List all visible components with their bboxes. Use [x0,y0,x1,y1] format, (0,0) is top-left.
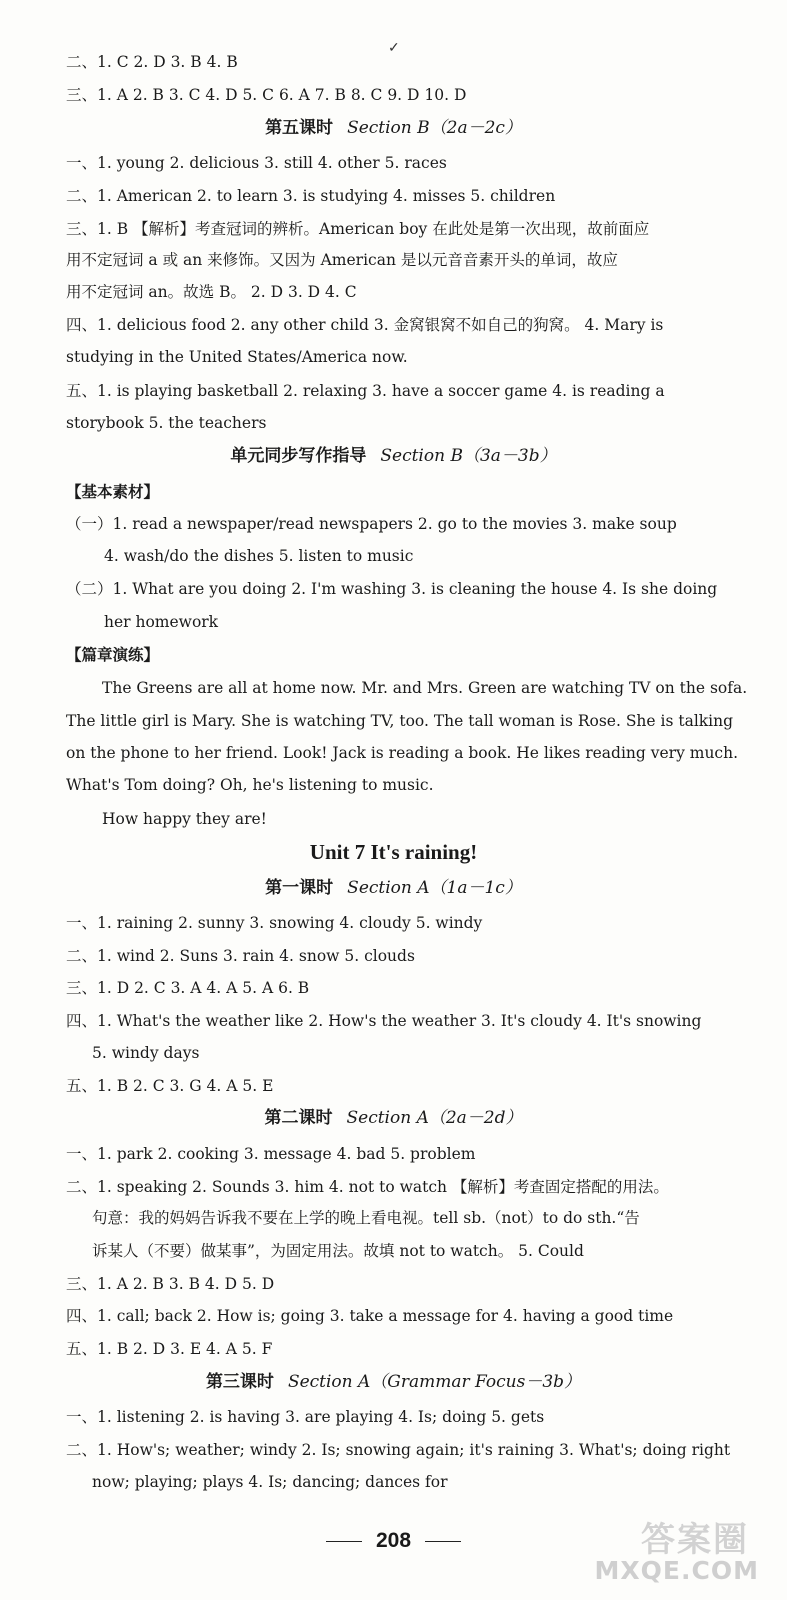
answer-line: 四、1. call; back 2. How is; going 3. take a message for 4. having a good time [66,1307,674,1325]
answer-line: 一、1. park 2. cooking 3. message 4. bad 5. problem [66,1145,476,1163]
answer-line: 一、1. young 2. delicious 3. still 4. other 5. races [66,154,447,172]
watermark [567,1512,767,1592]
answer-line: （二）1. What are you doing 2. I'm washing 3. is cleaning the house 4. Is she doing [66,580,718,598]
answer-line: 二、1. C 2. D 3. B 4. B [66,53,238,71]
lesson-heading: 第三课时 Section A（Grammar Focus－3b） [205,1372,582,1392]
answer-line: 用不定冠词 a 或 an 来修饰。又因为 American 是以元音音素开头的单词，故应 [66,251,618,269]
answer-line: 三、1. D 2. C 3. A 4. A 5. A 6. B [66,979,310,997]
passage-line: How happy they are! [102,810,267,828]
answer-line: 五、1. is playing basketball 2. relaxing 3. have a soccer game 4. is reading a [66,382,665,400]
answer-line: 一、1. raining 2. sunny 3. snowing 4. cloudy 5. windy [66,914,483,932]
answer-line: 三、1. B 【解析】考查冠词的辨析。American boy 在此处是第一次出现，故前面应 [66,220,650,238]
watermark-logo: 答案圈 [641,1520,749,1560]
passage-line: on the phone to her friend. Look! Jack is reading a book. He likes reading very much. [66,744,739,762]
answer-line: 诉某人（不要）做某事”，为固定用法。故填 not to watch。 5. Could [92,1242,584,1260]
subsection-label: 【篇章演练】 [66,645,160,664]
answer-line: 三、1. A 2. B 3. B 4. D 5. D [66,1275,275,1293]
passage-line: What's Tom doing? Oh, he's listening to music. [66,776,434,794]
answer-line: 五、1. B 2. D 3. E 4. A 5. F [66,1340,273,1358]
answer-line: 句意：我的妈妈告诉我不要在上学的晚上看电视。tell sb.（not）to do sth.“告 [92,1209,640,1227]
passage-line: The Greens are all at home now. Mr. and Mrs. Green are watching TV on the sofa. [102,679,748,697]
answer-line: 5. windy days [92,1044,200,1062]
answer-line: now; playing; plays 4. Is; dancing; dances for [92,1473,448,1491]
subsection-label: 【基本素材】 [66,482,160,501]
page-number: 208 [0,1529,787,1553]
answer-line: 五、1. B 2. C 3. G 4. A 5. E [66,1077,274,1095]
passage-line: The little girl is Mary. She is watching TV, too. The tall woman is Rose. She is talking [66,712,734,730]
answer-line: storybook 5. the teachers [66,414,267,432]
lesson-heading: 第二课时 Section A（2a－2d） [264,1108,523,1128]
answer-line: （一）1. read a newspaper/read newspapers 2. go to the movies 3. make soup [66,515,677,533]
answer-line: 二、1. speaking 2. Sounds 3. him 4. not to watch 【解析】考查固定搭配的用法。 [66,1178,669,1196]
lesson-heading: 第五课时 Section B（2a－2c） [265,118,522,138]
answer-line: 二、1. American 2. to learn 3. is studying 4. misses 5. children [66,187,556,205]
answer-line: 4. wash/do the dishes 5. listen to music [104,547,414,565]
unit-title: Unit 7 It's raining! [309,840,478,864]
lesson-heading: 第一课时 Section A（1a－1c） [265,878,522,898]
section-heading: 单元同步写作指导 Section B（3a－3b） [230,446,557,466]
answer-line: her homework [104,613,219,631]
answer-line: 三、1. A 2. B 3. C 4. D 5. C 6. A 7. B 8. C 9. D 10. D [66,86,467,104]
answer-line: 二、1. How's; weather; windy 2. Is; snowing again; it's raining 3. What's; doing right [66,1441,731,1459]
watermark-url: MXQE.COM [594,1556,759,1585]
answer-line: 四、1. delicious food 2. any other child 3. 金窝银窝不如自己的狗窝。 4. Mary is [66,316,664,334]
answer-line: studying in the United States/America now. [66,348,408,366]
answer-line: 一、1. listening 2. is having 3. are playing 4. Is; doing 5. gets [66,1408,545,1426]
answer-line: 二、1. wind 2. Suns 3. rain 4. snow 5. clouds [66,947,415,965]
answer-line: 用不定冠词 an。故选 B。 2. D 3. D 4. C [66,283,357,301]
check-mark-icon: ✓ [388,40,400,56]
answer-line: 四、1. What's the weather like 2. How's the weather 3. It's cloudy 4. It's snowing [66,1012,702,1030]
